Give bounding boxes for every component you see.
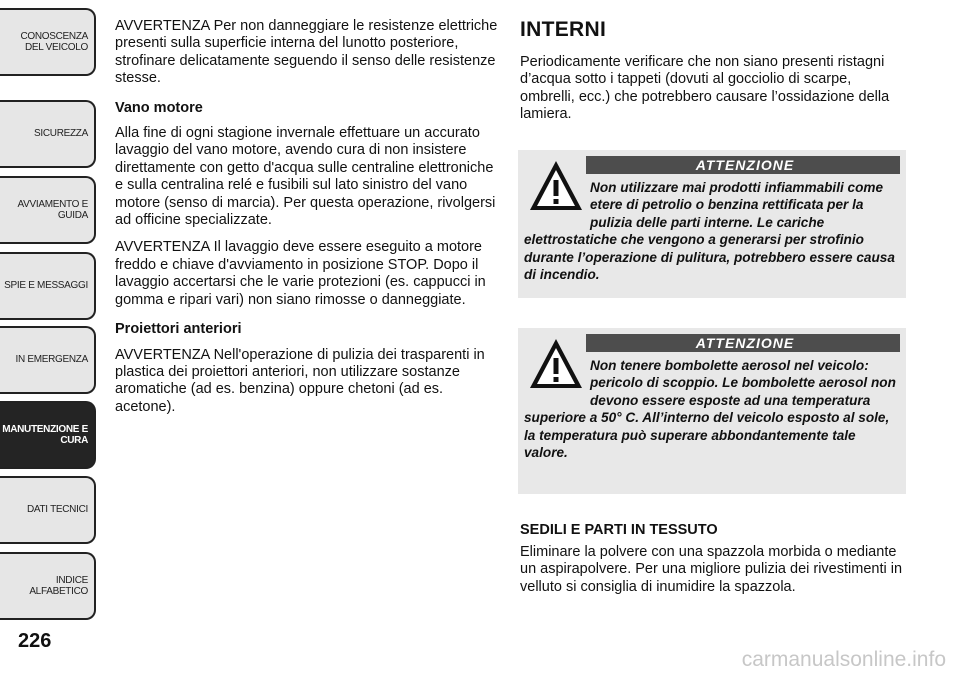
warning-heading: ATTENZIONE [586,156,900,174]
section-title-interni: INTERNI [520,18,607,41]
warning-triangle-icon [528,336,584,392]
warning-text: Non tenere bombolette aerosol nel veicolo: pericolo di scoppio. Le bombolette aerosol non devono essere esposte ad una temperatura superiore a 50° C. All’interno del veicolo esposto al sole, la temperatura può superare abbondantemente tale valore. [524,358,896,461]
tab-manutenzione-e-cura[interactable]: MANUTENZIONE E CURA [0,401,96,469]
warning-heading: ATTENZIONE [586,334,900,352]
paragraph-lunotto: AVVERTENZA Per non danneggiare le resistenze elettriche presenti sulla superficie interna del lunotto posteriore, strofinare delicatamente seguendo il senso delle resistenze stesse. [115,18,498,87]
tab-avviamento-e-guida[interactable]: AVVIAMENTO E GUIDA [0,176,96,244]
section-sedili [520,522,906,596]
tab-spie-e-messaggi[interactable]: SPIE E MESSAGGI [0,252,96,320]
warning-box-infiammabili [518,150,906,298]
tab-in-emergenza[interactable]: IN EMERGENZA [0,326,96,394]
warning-triangle-icon [528,158,584,214]
section-title-sedili: SEDILI E PARTI IN TESSUTO [520,522,718,538]
tab-indice-alfabetico[interactable]: INDICE ALFABETICO [0,552,96,620]
paragraph-interni: Periodicamente verificare che non siano presenti ristagni d’acqua sotto i tappeti (dovuti al gocciolio di scarpe, ombrelli, ecc.) che potrebbero causare l’ossidazione della lamiera. [520,54,890,123]
paragraph-vano-motore: Alla fine di ogni stagione invernale effettuare un accurato lavaggio del vano motore, avendo cura di non insistere direttamente con getto d'acqua sulle centraline elettroniche e sulla centralina relé e fusibili sul lato sinistro del vano motore (senso di marcia). Per questa operazione, rivolgersi ad officine specializzate. [115,125,496,229]
tab-sicurezza[interactable]: SICUREZZA [0,100,96,168]
watermark: carmanualsonline.info [741,648,946,671]
left-column [115,18,500,426]
warning-text: Non utilizzare mai prodotti infiammabili come etere di petrolio o benzina rettificata per la pulizia delle parti interne. Le cariche elettrostatiche che vengono a generarsi per strofinio durante l’operazione di pulitura, potrebbero essere causa di incendio. [524,180,895,283]
paragraph-avvertenza-lavaggio: AVVERTENZA Il lavaggio deve essere eseguito a motore freddo e chiave d'avviamento in posizione STOP. Dopo il lavaggio accertarsi che le varie protezioni (es. cappucci in gomma e ripari vari) non siano rimosse o danneggiate. [115,239,486,308]
heading-proiettori: Proiettori anteriori [115,321,242,338]
paragraph-proiettori: AVVERTENZA Nell'operazione di pulizia dei trasparenti in plastica dei proiettori anteriori, non utilizzare sostanze aromatiche (ad es. benzina) oppure chetoni (ad es. acetone). [115,346,485,415]
warning-box-aerosol [518,328,906,494]
heading-vano-motore: Vano motore [115,99,203,116]
paragraph-sedili: Eliminare la polvere con una spazzola morbida o mediante un aspirapolvere. Per una migliore pulizia dei rivestimenti in velluto si consiglia di inumidire la spazzola. [520,544,903,595]
page-number: 226 [18,630,52,652]
right-column [520,18,906,124]
tab-conoscenza-del-veicolo[interactable]: CONOSCENZA DEL VEICOLO [0,8,96,76]
tab-dati-tecnici[interactable]: DATI TECNICI [0,476,96,544]
